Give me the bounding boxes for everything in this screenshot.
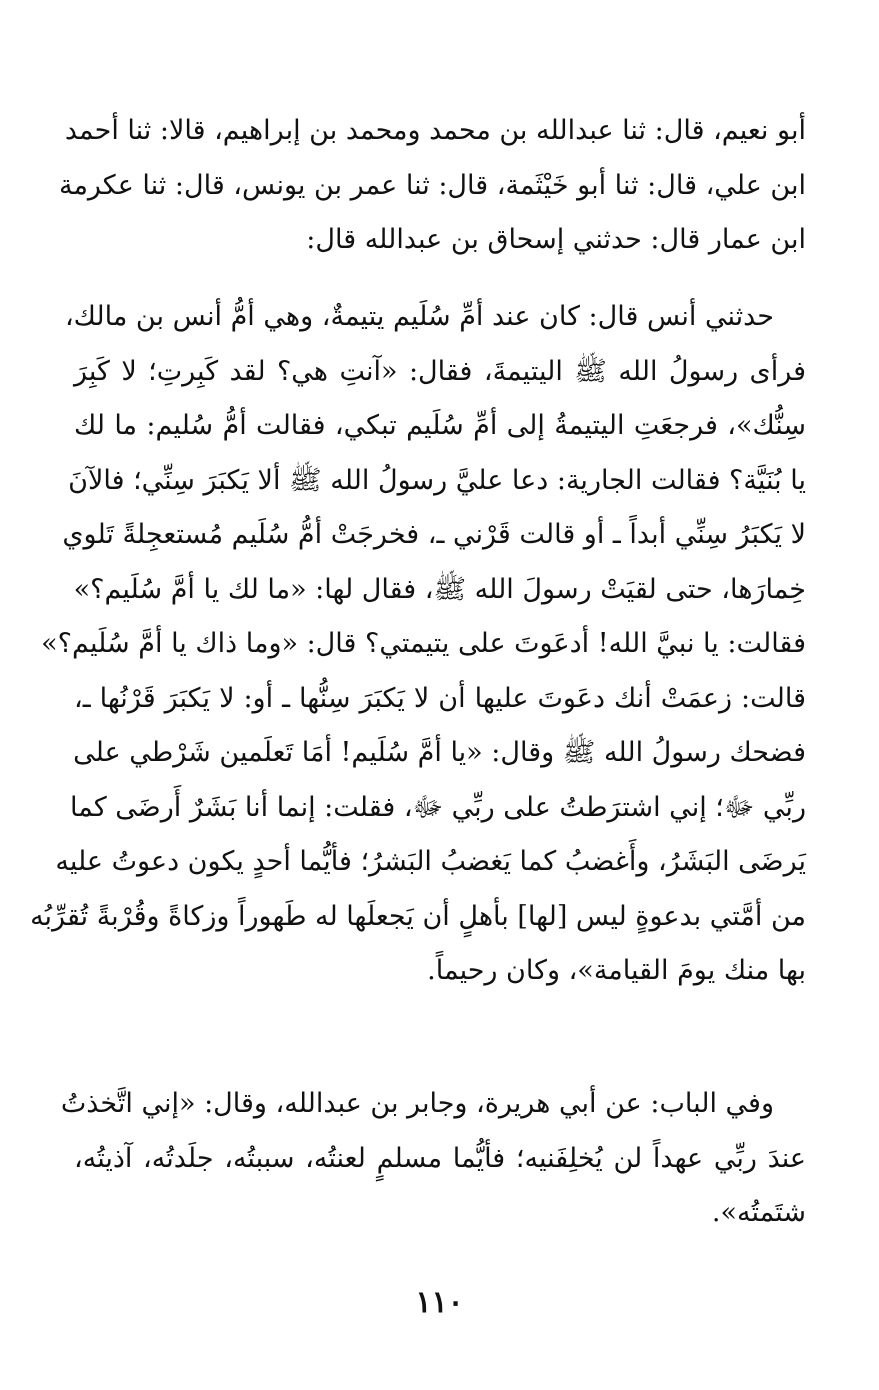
paragraph-isnad	[58, 104, 806, 268]
paragraph-chapter-note	[60, 1077, 806, 1241]
text-line: ابن علي، قال: ثنا أبو خَيْثَمة، قال: ثنا عمر بن يونس، قال: ثنا عكرمة	[58, 169, 806, 201]
text-line: يَرضَى البَشَرُ، وأَغضبُ كما يَغضبُ البَشرُ؛ فأيُّما أحدٍ يكون دعوتُ عليه	[55, 846, 806, 877]
text-line: بها منك يومَ القيامة»، وكان رحيماً.	[427, 955, 806, 986]
text-line: من أمَّتي بدعوةٍ ليس [لها] بأهلٍ أن يَجعلَها له طَهوراً وزكاةً وقُرْبةً تُقرِّبُه	[30, 900, 806, 932]
text-line: ابن عمار قال: حدثني إسحاق بن عبدالله قال:	[306, 224, 806, 255]
text-line: حدثني أنس قال: كان عند أمِّ سُلَيم يتيمةٌ، وهي أمُّ أنس بن مالك،	[64, 301, 774, 332]
text-line: ربِّي ﷻ؛ إني اشترَطتُ على ربِّي ﷻ، فقلت: إنما أنا بَشَرٌ أَرضَى كما	[70, 791, 806, 823]
text-line: قالت: زعمَتْ أنك دعَوتَ عليها أن لا يَكبَرَ سِنُّها ـ أو: لا يَكبَرَ قَرْنُها ـ،	[74, 682, 806, 714]
text-line: عندَ ربِّي عهداً لن يُخلِفَنيه؛ فأيُّما مسلمٍ لعنتُه، سببتُه، جلَدتُه، آذيتُه،	[74, 1142, 806, 1174]
text-line: فقالت: يا نبيَّ الله! أدعَوتَ على يتيمتي؟ قال: «وما ذاك يا أمَّ سُلَيم؟»	[41, 628, 806, 659]
text-line: لا يَكبَرُ سِنِّي أبداً ـ أو قالت قَرْني ـ، فخرجَتْ أمُّ سُلَيم مُستعجِلةً تَلوي	[62, 519, 806, 550]
text-line: خِمارَها، حتى لقيَتْ رسولَ الله ﷺ، فقال لها: «ما لك يا أمَّ سُلَيم؟»	[73, 573, 806, 605]
page-number: ١١٠	[415, 1285, 464, 1320]
text-line: فضحك رسولُ الله ﷺ وقال: «يا أمَّ سُلَيم! أمَا تَعلَمين شَرْطي على	[73, 737, 806, 768]
text-line: وفي الباب: عن أبي هريرة، وجابر بن عبدالله، وقال: «إني اتَّخذتُ	[60, 1088, 774, 1119]
text-line: يا بُنَيَّة؟ فقالت الجارية: دعا عليَّ رسولُ الله ﷺ ألا يَكبَرَ سِنِّي؛ فالآنَ	[68, 464, 806, 496]
text-line: شتَمتُه».	[711, 1197, 806, 1228]
text-line: سِنُّك»، فرجعَتِ اليتيمةُ إلى أمِّ سُلَيم تبكي، فقالت أمُّ سُليم: ما لك	[74, 410, 806, 441]
text-line: أبو نعيم، قال: ثنا عبدالله بن محمد ومحمد بن إبراهيم، قالا: ثنا أحمد	[64, 115, 806, 146]
paragraph-hadith	[30, 290, 806, 999]
text-line: فرأى رسولُ الله ﷺ اليتيمةَ، فقال: «آنتِ هي؟ لقد كَبِرتِ؛ لا كَبِرَ	[74, 355, 806, 387]
